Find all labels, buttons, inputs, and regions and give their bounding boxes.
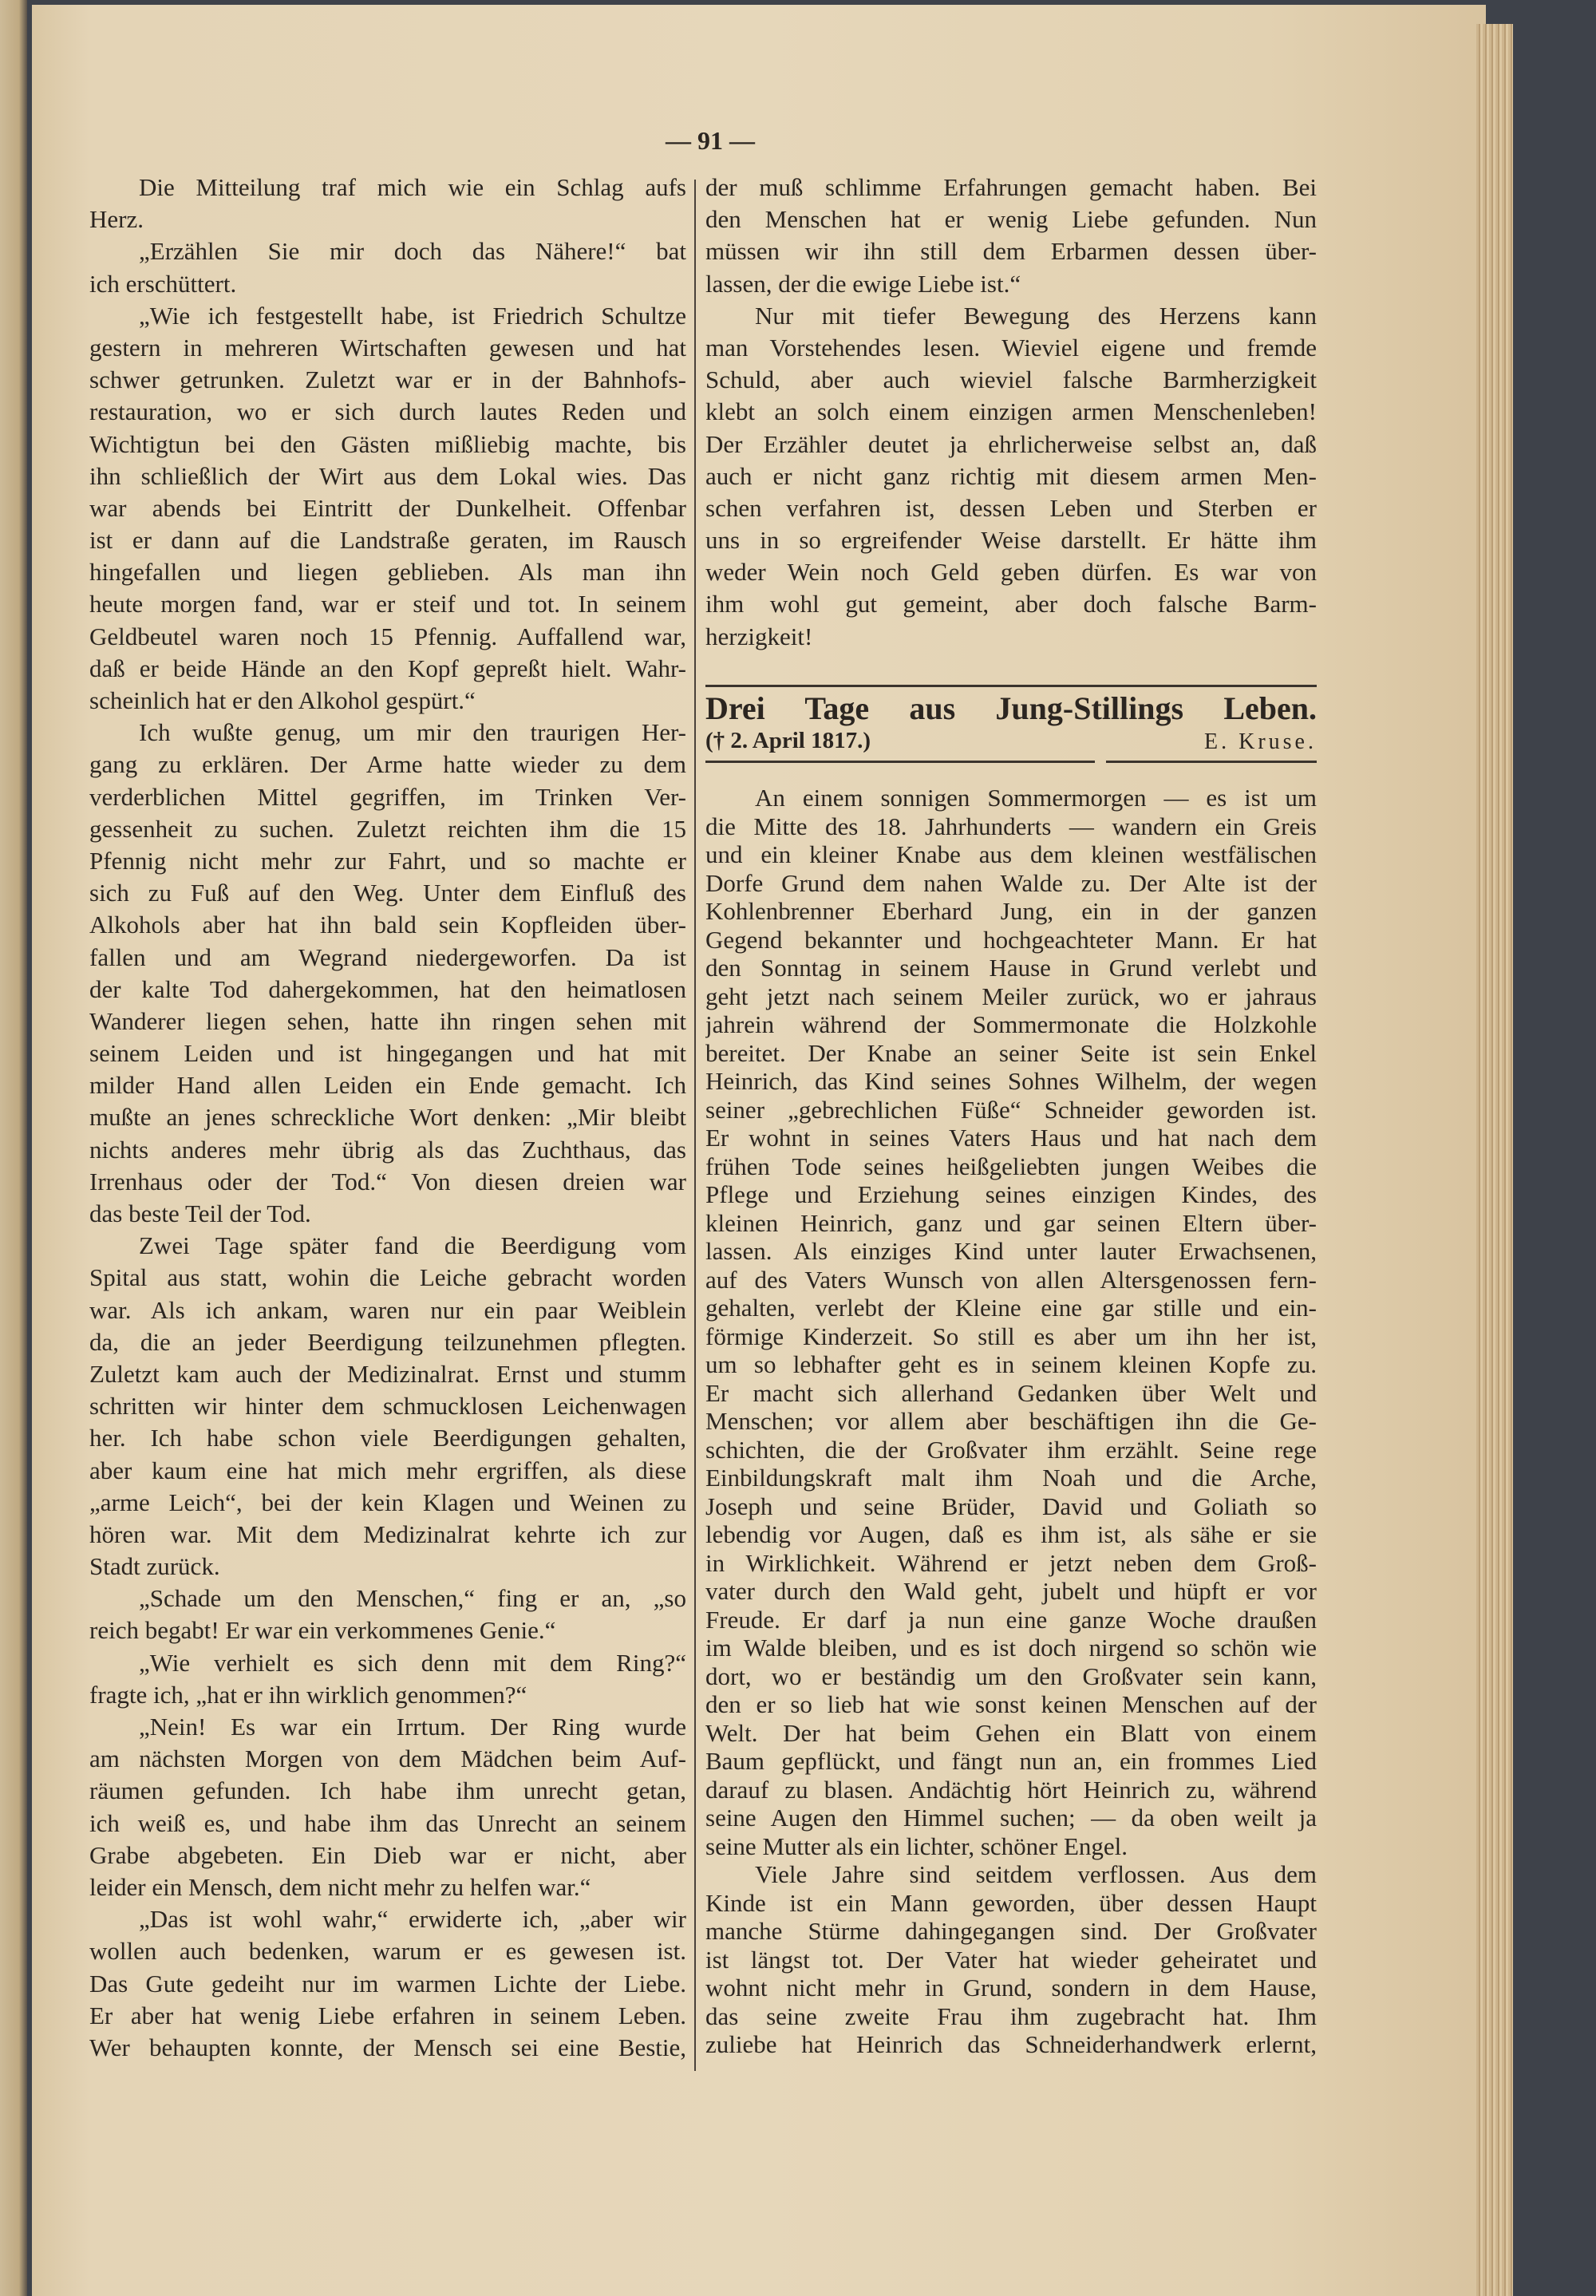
text-line: mußte an jenes schreckliche Wort denken: „Mir bleibt [89,1103,686,1132]
text-line: bereitet. Der Knabe an seiner Seite ist sein Enkel [705,1038,1317,1067]
text-line: verderblichen Mittel gegriffen, im Trinken Ver- [89,782,686,811]
text-line: das seine zweite Frau ihm zugebracht hat. Ihm [705,2002,1317,2030]
paragraph [89,1903,686,2064]
text-line: war abends bei Eintritt der Dunkelheit. Offenbar [89,493,686,522]
text-line: milder Hand allen Leiden ein Ende gemacht. Ich [89,1071,686,1100]
paragraph [89,1583,686,1646]
text-line: lassen, der die ewige Liebe ist.“ [705,269,1021,298]
title-rule-bottom-right [1106,761,1317,763]
text-line: kleinen Heinrich, ganz und gar seinen Eltern über- [705,1208,1317,1237]
paragraph [89,172,686,235]
text-line: am nächsten Morgen von dem Mädchen beim Auf- [89,1745,686,1773]
paragraph [89,1711,686,1903]
title-rule-top [705,685,1317,687]
article-date: († 2. April 1817.) [705,728,871,753]
text-line: Er aber hat wenig Liebe erfahren in seinem Leben. [89,2001,686,2029]
text-line: hören war. Mit dem Medizinalrat kehrte ich zur [89,1519,686,1548]
text-line: „Erzählen Sie mir doch das Nähere!“ bat [139,237,686,266]
text-line: Menschen; vor allem aber beschäftigen ihn die Ge- [705,1407,1317,1435]
text-line: wohnt nicht mehr in Grund, sondern in dem Hause, [705,1974,1317,2002]
text-line: wollen auch bedenken, warum er es gewesen ist. [89,1937,686,1966]
paragraph [89,1647,686,1711]
right-column-top [705,172,1317,653]
page-number: — 91 — [666,126,755,155]
text-line: gang zu erklären. Der Arme hatte wieder zu dem [89,750,686,779]
text-line: fallen und am Wegrand niedergeworfen. Da ist [89,943,686,971]
text-line: Kohlenbrenner Eberhard Jung, ein in der ganzen [705,897,1317,925]
text-line: der kalte Tod dahergekommen, hat den heimatlosen [89,974,686,1003]
text-line: Grabe abgebeten. Ein Dieb war er nicht, aber [89,1840,686,1869]
text-line: Pflege und Erziehung seines einzigen Kindes, des [705,1180,1317,1208]
paragraph [705,300,1317,653]
text-line: Schuld, aber auch wieviel falsche Barmherzigkeit [705,366,1317,394]
text-line: Pfennig nicht mehr zur Fahrt, und so machte er [89,846,686,875]
text-line: ist längst tot. Der Vater hat wieder geheiratet und [705,1945,1317,1974]
text-line: die Mitte des 18. Jahrhunderts — wandern ein Greis [705,812,1317,840]
text-line: sich zu Fuß auf den Weg. Unter dem Einfluß des [89,879,686,907]
column-divider [694,180,696,2071]
paragraph [705,1860,1317,2059]
text-line: Er macht sich allerhand Gedanken über Welt und [705,1378,1317,1407]
text-line: seinem Leiden und ist hingegangen und hat mit [89,1039,686,1068]
paragraph [89,717,686,1230]
text-line: auf des Vaters Wunsch von allen Altersgenossen fern- [705,1265,1317,1294]
text-line: „arme Leich“, bei der kein Klagen und Weinen zu [89,1488,686,1516]
text-line: Welt. Der hat beim Gehen ein Blatt von einem [705,1718,1317,1747]
text-line: den er so lieb hat wie sonst keinen Menschen auf der [705,1690,1317,1718]
text-line: seine Augen den Himmel suchen; — da oben weilt ja [705,1804,1317,1832]
text-line: leider ein Mensch, dem nicht mehr zu helfen war.“ [89,1872,591,1901]
text-line: Wanderer liegen sehen, hatte ihn ringen sehen mit [89,1006,686,1035]
text-line: der muß schlimme Erfahrungen gemacht haben. Bei [705,173,1317,201]
text-line: Die Mitteilung traf mich wie ein Schlag aufs [139,173,686,201]
text-line: dort, wo er beständig um den Großvater sein kann, [705,1662,1317,1690]
text-line: räumen gefunden. Ich habe ihm unrecht getan, [89,1776,686,1805]
text-line: daß er beide Hände an den Kopf gepreßt hielt. Wahr- [89,654,686,682]
text-line: Joseph und seine Brüder, David und Goliath so [705,1492,1317,1520]
text-line: manche Stürme dahingegangen sind. Der Großvater [705,1917,1317,1945]
text-line: um so lebhafter geht es in seinem kleinen Kopfe zu. [705,1350,1317,1378]
article-title: Drei Tage aus Jung-Stillings Leben. [705,690,1317,726]
text-line: klebt an solch einem einzigen armen Menschenleben! [705,397,1317,426]
text-line: gestern in mehreren Wirtschaften gewesen und hat [89,333,686,362]
text-line: Einbildungskraft malt ihm Noah und die Arche, [705,1464,1317,1492]
text-line: da, die an jeder Beerdigung teilzunehmen pflegten. [89,1327,686,1356]
text-line: seine Mutter als ein lichter, schöner Engel. [705,1832,1128,1860]
text-line: Geldbeutel waren noch 15 Pfennig. Auffallend war, [89,622,686,650]
text-line: „Schade um den Menschen,“ fing er an, „so [139,1584,686,1613]
text-line: fragte ich, „hat er ihn wirklich genommen?“ [89,1680,527,1709]
text-line: Herz. [89,205,144,234]
page-stack-edges [1476,24,1513,2296]
text-line: zuliebe hat Heinrich das Schneiderhandwerk erlernt, [705,2030,1317,2058]
paragraph [705,172,1317,300]
text-line: Spital aus statt, wohin die Leiche gebracht worden [89,1263,686,1292]
text-line: auch er nicht ganz richtig mit diesem armen Men- [705,461,1317,490]
paragraph [705,784,1317,1860]
text-line: gessenheit zu suchen. Zuletzt reichten ihm die 15 [89,814,686,843]
paragraph [89,1230,686,1583]
text-line: den Menschen hat er wenig Liebe gefunden. Nun [705,205,1317,234]
text-line: Alkohols aber hat ihn bald sein Kopfleiden über- [89,911,686,939]
text-line: Baum gepflückt, und fängt nun an, ein frommes Lied [705,1747,1317,1775]
text-line: „Wie ich festgestellt habe, ist Friedrich Schultze [139,301,686,330]
text-line: gehalten, verlebt der Kleine eine gar stille und ein- [705,1294,1317,1322]
text-line: nichts anderes mehr übrig als das Zuchthaus, das [89,1135,686,1164]
text-line: ist er dann auf die Landstraße geraten, im Rausch [89,526,686,555]
text-line: schwer getrunken. Zuletzt war er in der Bahnhofs- [89,366,686,394]
text-line: Gegend bekannter und hochgeachteter Mann. Er hat [705,925,1317,954]
text-line: Viele Jahre sind seitdem verflossen. Aus dem [755,1860,1317,1888]
text-line: scheinlich hat er den Alkohol gespürt.“ [89,686,476,714]
text-line: im Walde bleiben, und es ist doch nirgend so schön wie [705,1634,1317,1662]
text-line: darauf zu blasen. Andächtig hört Heinrich zu, während [705,1775,1317,1804]
text-line: müssen wir ihn still dem Erbarmen dessen über- [705,237,1317,266]
text-line: „Wie verhielt es sich denn mit dem Ring?“ [139,1648,686,1677]
text-line: her. Ich habe schon viele Beerdigungen gehalten, [89,1424,686,1452]
text-line: schritten wir hinter dem schmucklosen Leichenwagen [89,1392,686,1421]
text-line: uns in so ergreifender Weise darstellt. Er hätte ihm [705,526,1317,555]
text-line: An einem sonnigen Sommermorgen — es ist um [755,784,1317,812]
text-line: schichten, die der Großvater ihm erzählt. Seine rege [705,1435,1317,1464]
text-line: seiner „gebrechlichen Füße“ Schneider geworden ist. [705,1095,1317,1124]
text-line: restauration, wo er sich durch lautes Reden und [89,397,686,426]
text-line: geht jetzt nach seinem Meiler zurück, wo er jahraus [705,982,1317,1010]
text-line: ihn schließlich der Wirt aus dem Lokal wies. Das [89,461,686,490]
right-column-bottom [705,784,1317,2059]
text-line: Dorfe Grund dem nahen Walde zu. Der Alte ist der [705,868,1317,897]
text-line: weder Wein noch Geld geben dürfen. Es war von [705,558,1317,587]
paragraph [89,300,686,717]
text-line: Das Gute gedeiht nur im warmen Lichte der Liebe. [89,1969,686,1998]
text-line: hingefallen und liegen geblieben. Als man ihn [89,558,686,587]
text-line: jahrein während der Sommermonate die Holzkohle [705,1010,1317,1038]
text-line: lassen. Als einziges Kind unter lauter Erwachsenen, [705,1237,1317,1265]
text-line: aber kaum eine hat mich mehr ergriffen, als diese [89,1456,686,1484]
text-line: Freude. Er darf ja nun eine ganze Woche draußen [705,1605,1317,1634]
previous-page-edge [0,0,27,2296]
text-line: Der Erzähler deutet ja ehrlicherweise selbst an, daß [705,429,1317,458]
text-line: Zuletzt kam auch der Medizinalrat. Ernst und stumm [89,1359,686,1388]
text-line: Ich wußte genug, um mir den traurigen Her- [139,718,686,747]
text-line: Wichtigtun bei den Gästen mißliebig machte, bis [89,429,686,458]
text-line: Er wohnt in seines Vaters Haus und hat nach dem [705,1124,1317,1152]
text-line: Irrenhaus oder der Tod.“ Von diesen dreien war [89,1167,686,1195]
text-line: förmige Kinderzeit. So still es aber um ihn her ist, [705,1322,1317,1350]
text-line: ich erschüttert. [89,269,237,298]
left-column [89,172,686,2064]
text-line: vater durch den Wald geht, jubelt und hüpft er vor [705,1577,1317,1605]
title-rule-bottom-left [705,761,1095,763]
text-line: Heinrich, das Kind seines Sohnes Wilhelm, der wegen [705,1067,1317,1095]
text-line: herzigkeit! [705,622,813,650]
text-line: „Das ist wohl wahr,“ erwiderte ich, „aber wir [139,1905,686,1934]
text-line: heute morgen fand, war er steif und tot. In seinem [89,590,686,618]
text-line: „Nein! Es war ein Irrtum. Der Ring wurde [139,1713,686,1741]
text-line: und ein kleiner Knabe aus dem kleinen westfälischen [705,840,1317,868]
text-line: ich weiß es, und habe ihm das Unrecht an seinem [89,1808,686,1837]
text-line: Kinde ist ein Mann geworden, über dessen Haupt [705,1888,1317,1917]
text-line: das beste Teil der Tod. [89,1199,311,1227]
text-line: ihm wohl gut gemeint, aber doch falsche Barm- [705,590,1317,618]
text-line: Nur mit tiefer Bewegung des Herzens kann [755,301,1317,330]
text-line: man Vorstehendes lesen. Wieviel eigene und fremde [705,333,1317,362]
text-line: Zwei Tage später fand die Beerdigung vom [139,1231,686,1260]
text-line: Wer behaupten konnte, der Mensch sei eine Bestie, [89,2033,686,2061]
text-line: war. Als ich ankam, waren nur ein paar Weiblein [89,1295,686,1324]
text-line: den Sonntag in seinem Hause in Grund verlebt und [705,954,1317,982]
text-line: in Wirklichkeit. Während er jetzt neben dem Groß- [705,1548,1317,1577]
text-line: reich begabt! Er war ein verkommenes Genie.“ [89,1616,556,1645]
paragraph [89,235,686,299]
text-line: lebendig vor Augen, daß es ihm ist, als sähe er sie [705,1520,1317,1548]
text-line: schen verfahren ist, dessen Leben und Sterben er [705,493,1317,522]
article-author: E. Kruse. [1204,729,1317,754]
text-line: frühen Tode seines heißgeliebten jungen Weibes die [705,1152,1317,1180]
text-line: Stadt zurück. [89,1552,220,1581]
